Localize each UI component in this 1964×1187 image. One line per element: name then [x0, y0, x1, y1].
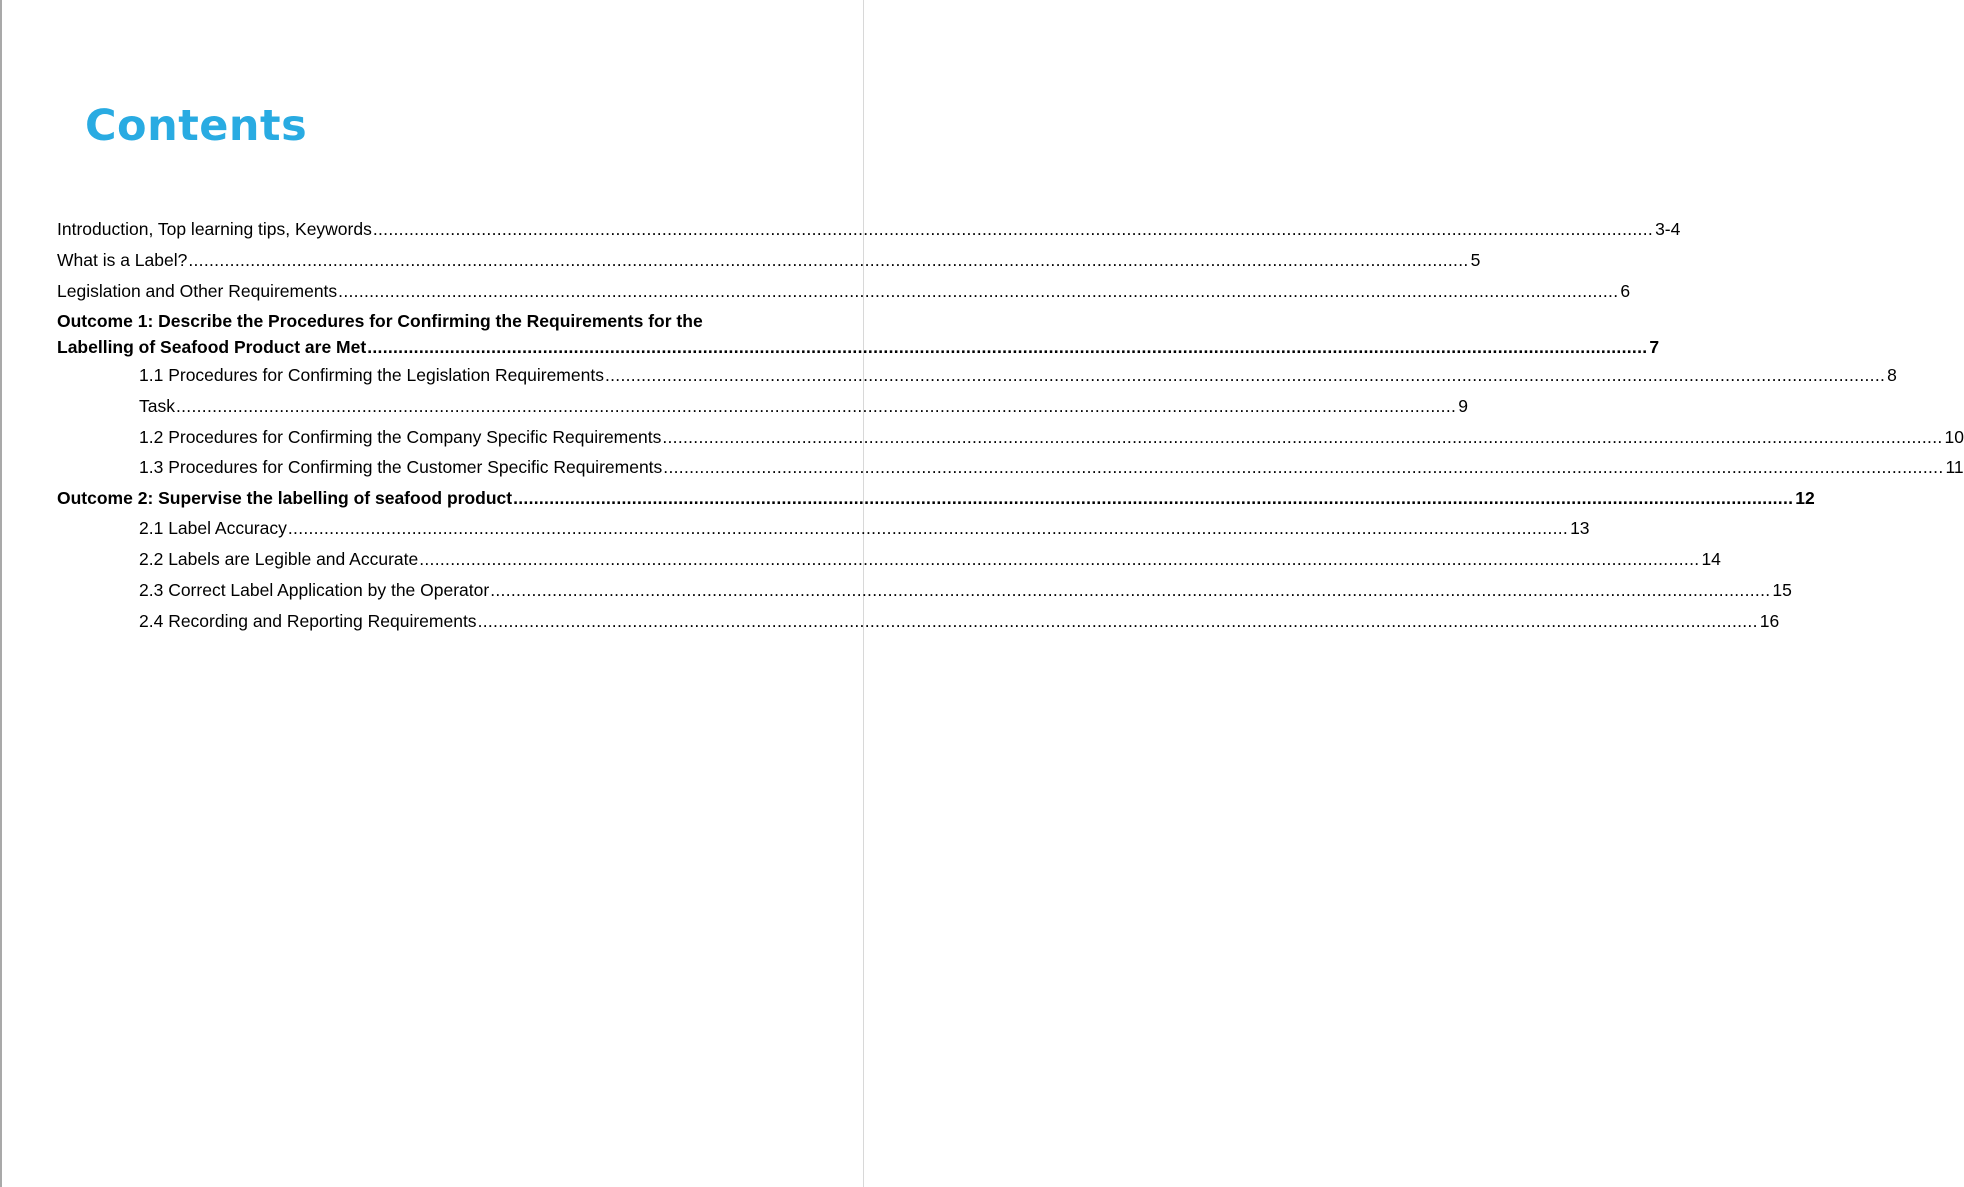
toc-entry-label: Task — [139, 396, 175, 416]
toc-entry-label: 2.2 Labels are Legible and Accurate — [139, 549, 419, 569]
dot-leader: ........................................................................................................................................................................................................................................................ — [287, 518, 1569, 538]
toc-entry-label: Outcome 2: Supervise the labelling of seafood product — [57, 488, 513, 508]
toc-entry-task[interactable] — [57, 393, 1468, 419]
dot-leader: ........................................................................................................................................................................................................................................................ — [513, 488, 1794, 508]
toc-entry-label: 1.2 Procedures for Confirming the Company Specific Requirements — [139, 427, 662, 447]
page-title: Contents — [85, 101, 308, 151]
toc-entry-label: 2.1 Label Accuracy — [139, 518, 287, 538]
toc-entry-page: 5 — [1470, 250, 1481, 270]
toc-entry-outcome-1[interactable] — [57, 308, 1660, 360]
dot-leader: ........................................................................................................................................................................................................................................................ — [372, 219, 1654, 239]
toc-entry-page: 8 — [1887, 365, 1897, 385]
dot-leader: ........................................................................................................................................................................................................................................................ — [663, 457, 1944, 477]
toc-entry-label: 1.3 Procedures for Confirming the Customer Specific Requirements — [139, 457, 663, 477]
toc-entry-page: 10 — [1944, 427, 1964, 447]
dot-leader: ........................................................................................................................................................................................................................................................ — [338, 281, 1619, 301]
toc-entry-label: What is a Label? — [57, 250, 188, 270]
toc-entry-2-1[interactable] — [57, 515, 1590, 541]
toc-entry-1-1[interactable] — [57, 362, 1897, 388]
toc-entry-what-is-a-label[interactable] — [57, 247, 1481, 273]
toc-entry-page: 15 — [1772, 580, 1792, 600]
toc-entry-page: 13 — [1570, 518, 1590, 538]
dot-leader: ........................................................................................................................................................................................................................................................ — [477, 611, 1758, 631]
toc-entry-page: 16 — [1759, 611, 1780, 631]
dot-leader: ........................................................................................................................................................................................................................................................ — [662, 427, 1943, 447]
toc-entry-page: 14 — [1701, 549, 1721, 569]
toc-entry-label: Introduction, Top learning tips, Keywords — [57, 219, 372, 239]
toc-entry-2-4[interactable] — [57, 608, 1780, 634]
toc-entry-introduction[interactable] — [57, 216, 1681, 242]
dot-leader: ........................................................................................................................................................................................................................................................ — [419, 549, 1700, 569]
toc-entry-page: 3-4 — [1655, 219, 1681, 239]
toc-entry-page: 7 — [1649, 337, 1660, 357]
toc-entry-page: 9 — [1458, 396, 1468, 416]
toc-entry-page: 12 — [1795, 488, 1815, 508]
toc-entry-2-3[interactable] — [57, 577, 1792, 603]
toc-entry-1-2[interactable] — [57, 424, 1964, 450]
dot-leader: ........................................................................................................................................................................................................................................................ — [490, 580, 1771, 600]
dot-leader: ........................................................................................................................................................................................................................................................ — [175, 396, 1457, 416]
dot-leader: ........................................................................................................................................................................................................................................................ — [188, 250, 1469, 270]
page-left-edge — [0, 0, 2, 1187]
toc-entry-page: 11 — [1945, 457, 1964, 477]
toc-entry-page: 6 — [1620, 281, 1631, 301]
toc-entry-label: 2.4 Recording and Reporting Requirements — [139, 611, 477, 631]
toc-entry-label-line1: Outcome 1: Describe the Procedures for Confirming the Requirements for the — [57, 311, 703, 331]
toc-entry-legislation[interactable] — [57, 278, 1631, 304]
dot-leader: ........................................................................................................................................................................................................................................................ — [604, 365, 1886, 385]
toc-entry-label: 1.1 Procedures for Confirming the Legislation Requirements — [139, 365, 604, 385]
toc-entry-label: 2.3 Correct Label Application by the Operator — [139, 580, 490, 600]
toc-entry-label: Legislation and Other Requirements — [57, 281, 338, 301]
toc-entry-2-2[interactable] — [57, 546, 1721, 572]
toc-entry-outcome-2[interactable] — [57, 485, 1815, 511]
toc-entry-label-line2: Labelling of Seafood Product are Met — [57, 337, 367, 357]
dot-leader: ........................................................................................................................................................................................................................................................ — [367, 337, 1648, 357]
toc-entry-1-3[interactable] — [57, 454, 1964, 480]
